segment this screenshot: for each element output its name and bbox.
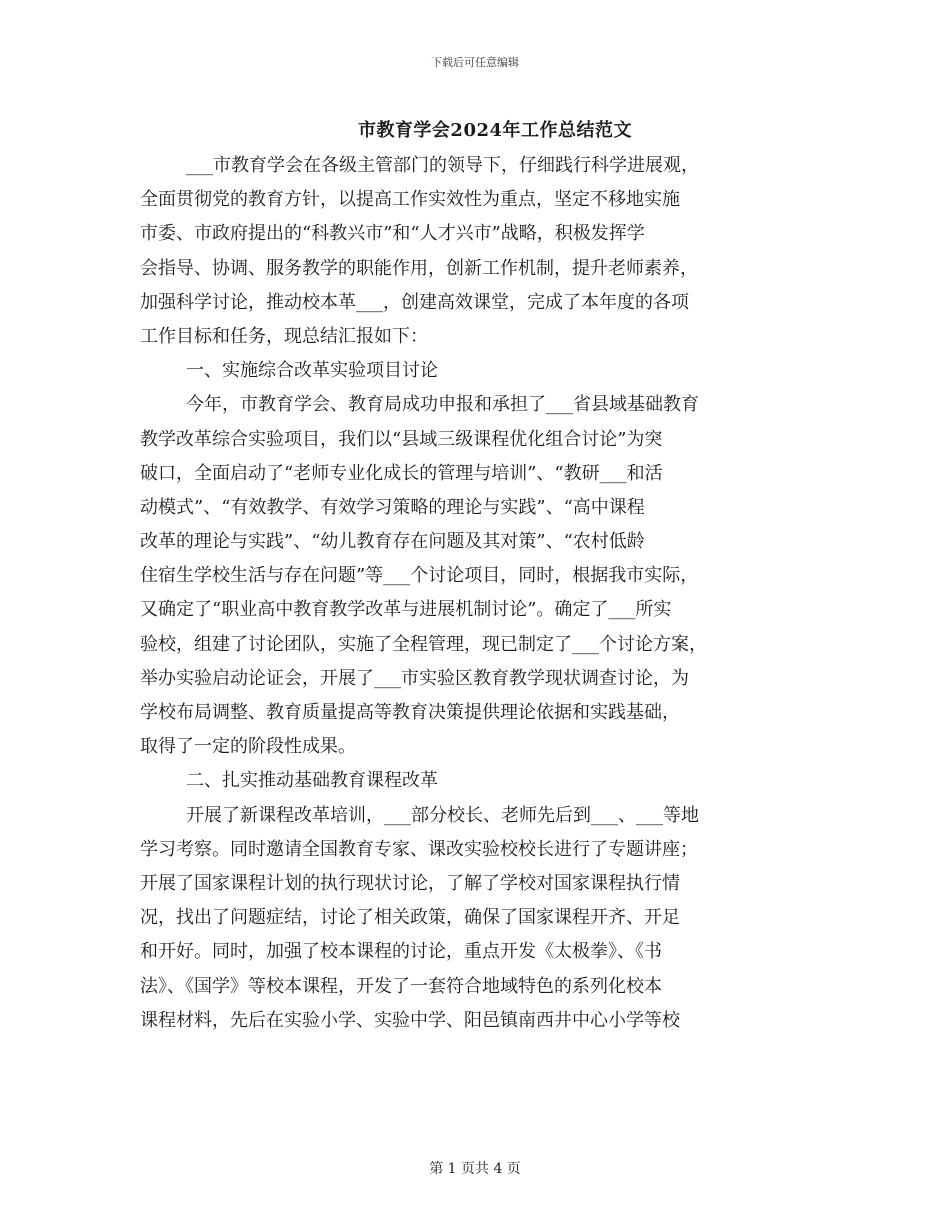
paragraph-line: 法》、《国学》等校本课程，开发了一套符合地域特色的系列化校本 [140,975,662,997]
paragraph-line: 学校布局调整、教育质量提高等教育决策提供理论依据和实践基础， [140,702,680,723]
paragraph-line: 又确定了“职业高中教育教学改革与进展机制讨论”。确定了___所实 [140,599,672,621]
document-body [140,149,805,1038]
paragraph-line: 开展了国家课程计划的执行现状讨论，了解了学校对国家课程执行情 [140,872,680,894]
paragraph-line: 取得了一定的阶段性成果。 [140,736,356,758]
paragraph-line: 举办实验启动论证会，开展了___市实验区教育教学现状调查讨论，为 [140,667,689,689]
paragraph-line: 破口，全面启动了“老师专业化成长的管理与培训”、“教研___和活 [140,462,663,484]
header-note: 下载后可任意编辑 [431,56,519,69]
paragraph-line: 住宿生学校生活与存在问题”等___个讨论项目，同时，根据我市实际， [140,565,699,587]
paragraph-line: 今年，市教育学会、教育局成功申报和承担了___省县域基础教育 [186,394,699,416]
paragraph-line: 市委、市政府提出的“科教兴市”和“人才兴市”战略，积极发挥学 [140,223,645,245]
paragraph-line: 验校，组建了讨论团队，实施了全程管理，现已制定了___个讨论方案， [140,633,707,655]
paragraph-line: 况，找出了问题症结，讨论了相关政策，确保了国家课程开齐、开足 [140,907,680,929]
paragraph-line: 改革的理论与实践”、“幼儿教育存在问题及其对策”、“农村低龄 [140,531,645,553]
paragraph-line: ___市教育学会在各级主管部门的领导下，仔细践行科学进展观， [186,155,699,176]
section-heading: 一、实施综合改革实验项目讨论 [186,360,438,382]
document-title: 市教育学会2024年工作总结范文 [357,120,633,141]
paragraph-line: 学习考察。同时邀请全国教育专家、课改实验校校长进行了专题讲座； [140,838,698,860]
page-footer: 第 1 页共 4 页 [429,1161,521,1177]
paragraph-line: 会指导、协调、服务教学的职能作用，创新工作机制，提升老师素养， [140,257,698,279]
paragraph-line: 加强科学讨论，推动校本革___，创建高效课堂，完成了本年度的各项 [140,291,689,313]
section-heading: 二、扎实推动基础教育课程改革 [186,770,438,792]
paragraph-line: 开展了新课程改革培训，___部分校长、老师先后到___、___等地 [186,804,699,826]
paragraph-line: 工作目标和任务，现总结汇报如下： [140,325,428,347]
paragraph-line: 课程材料，先后在实验小学、实验中学、阳邑镇南西井中心小学等校 [140,1009,680,1031]
paragraph-line: 动模式”、“有效教学、有效学习策略的理论与实践”、“高中课程 [140,496,645,518]
paragraph-line: 和开好。同时，加强了校本课程的讨论，重点开发《太极拳》、《书 [140,941,662,963]
paragraph-line: 全面贯彻党的教育方针，以提高工作实效性为重点，坚定不移地实施 [140,189,680,211]
paragraph-line: 教学改革综合实验项目，我们以“县域三级课程优化组合讨论”为突 [140,428,663,450]
